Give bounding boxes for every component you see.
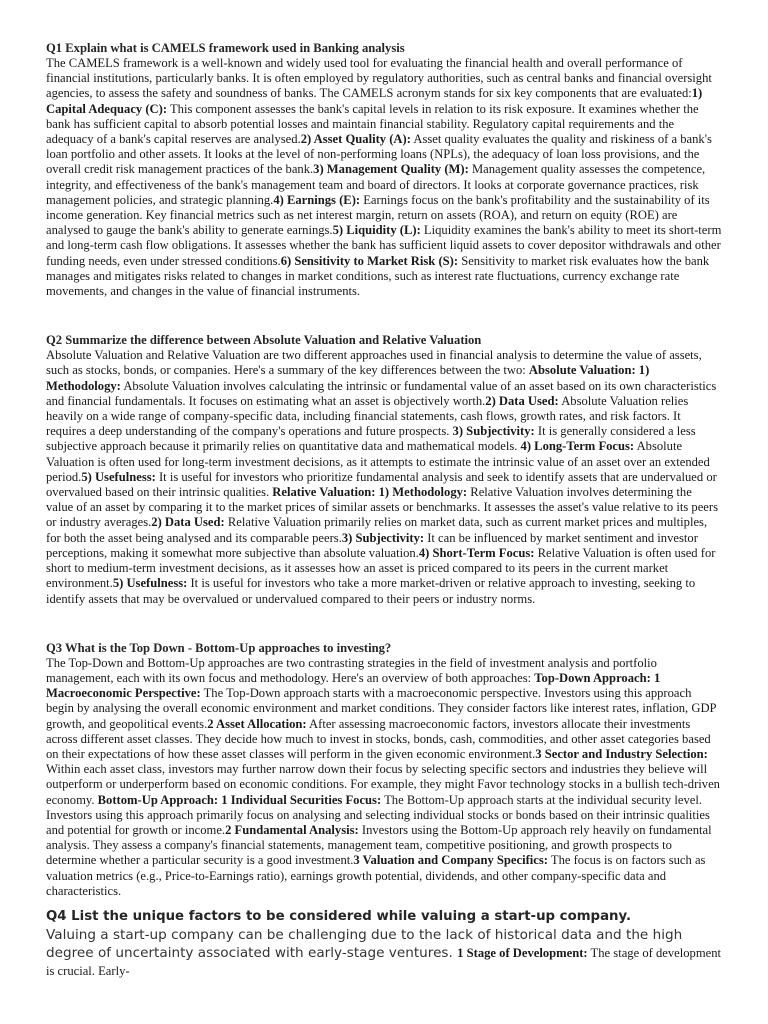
answer-text-run: After assessing macroeconomic factors, investors allocate their investments across different asset classes. They decide how much to invest in stocks, bonds, cash, commodities, and other asset categories based on their expectations of how these asset classes will perform in the given economic environment. bbox=[46, 716, 711, 761]
answer-heading-run: 3) Subjectivity: bbox=[452, 424, 535, 439]
answer-heading-run: 2 Asset Allocation: bbox=[207, 716, 307, 731]
answer-heading-run: Absolute Valuation: 1) Methodology: bbox=[46, 363, 650, 393]
answer-heading-run: 5) Liquidity (L): bbox=[332, 223, 421, 238]
answer-heading-run: 3 Valuation and Company Specifics: bbox=[353, 853, 548, 868]
answer-text-run: Sensitivity to market risk evaluates how the bank manages and mitigates risks related to changes in market conditions, such as interest rate fluctuations, currency exchange rate movements, and changes in the value of financial instruments. bbox=[46, 253, 710, 299]
answer-heading-run: 2) Data Used: bbox=[151, 515, 225, 530]
question-4-answer bbox=[46, 926, 722, 980]
question-1-title: Q1 Explain what is CAMELS framework used in Banking analysis bbox=[46, 41, 405, 55]
answer-heading-run: 2) Data Used: bbox=[485, 393, 559, 408]
answer-text-run: This component assesses the bank's capital levels in relation to its risk exposure. It examines whether the bank has sufficient capital to absorb potential losses and maintain financial stability. Regulatory capital requirements and the adequacy of a bank's capital reserves are analysed. bbox=[46, 101, 699, 147]
answer-text-run: Within each asset class, investors may further narrow down their focus by selecting specific sectors and industries they believe will outperform or underperform based on economic conditions. For example, they might Favor technology stocks in a bullish tech-driven economy. bbox=[46, 762, 720, 807]
answer-text-run: Relative Valuation is often used for short to medium-term investment decisions, as it assesses how an asset is priced compared to its peers in the current market environment. bbox=[46, 545, 716, 591]
question-3-section bbox=[46, 640, 722, 899]
question-4-section bbox=[46, 908, 722, 980]
answer-text-run: Absolute Valuation involves calculating the intrinsic or fundamental value of an asset based on its own characteristics and financial fundamentals. It focuses on estimating what an asset is objectively worth. bbox=[46, 378, 717, 408]
question-4-intro: Valuing a start-up company can be challenging due to the lack of historical data and the high degree of uncertainty associated with early-stage ventures. bbox=[46, 926, 683, 961]
answer-heading-run: 5) Usefulness: bbox=[81, 469, 156, 484]
answer-text-run: Liquidity examines the bank's ability to meet its short-term and long-term cash flow obligations. It assesses whether the bank has sufficient liquid assets to cover depositor withdrawals and other funding needs, even under stressed conditions. bbox=[46, 223, 722, 268]
answer-text-run: Asset quality evaluates the quality and riskiness of a bank's loan portfolio and other assets. It looks at the level of non-performing loans (NPLs), the adequacy of loan loss provisions, and the overall credit risk management practices of the bank. bbox=[46, 132, 712, 177]
question-1-answer bbox=[46, 56, 722, 299]
answer-heading-run: 4) Short-Term Focus: bbox=[418, 545, 535, 560]
question-1-section bbox=[46, 40, 722, 299]
answer-text-run: Absolute Valuation relies heavily on a wide range of company-specific data, including financial statements, cash flows, growth rates, and risk factors. It requires a deep understanding of the company's operations and future prospects. bbox=[46, 393, 689, 439]
answer-text-run: Absolute Valuation and Relative Valuation are two different approaches used in financial analysis to determine the value of assets, such as stocks, bonds, or companies. Here's a summary of the key differences between the two: bbox=[46, 348, 702, 378]
answer-text-run: Management quality assesses the competence, integrity, and effectiveness of the bank's management team and board of directors. It looks at corporate governance practices, risk management policies, and strategic planning. bbox=[46, 162, 706, 207]
answer-text-run: The Top-Down approach starts with a macroeconomic perspective. Investors using this approach begin by analysing the overall economic environment and market conditions. They consider factors like interest rates, inflation, GDP growth, and geopolitical events. bbox=[46, 686, 717, 731]
question-4-point-label: 1 Stage of Development: bbox=[457, 945, 588, 960]
answer-text-run: Absolute Valuation is often used for long-term investment decisions, as it attempts to estimate the intrinsic value of an asset over an extended period. bbox=[46, 439, 710, 484]
answer-text-run: The focus is on factors such as valuation metrics (e.g., Price-to-Earnings ratio), earnings growth potential, dividends, and other company-specific data and characteristics. bbox=[46, 853, 706, 898]
answer-text-run: It can be influenced by market sentiment and investor perceptions, making it somewhat more subjective than absolute valuation. bbox=[46, 530, 698, 560]
question-2-section bbox=[46, 332, 722, 606]
answer-text-run: Investors using the Bottom-Up approach rely heavily on fundamental analysis. They assess a company's financial statements, management team, competitive positioning, and growth prospects to determine whether a particular security is a good investment. bbox=[46, 822, 712, 868]
answer-text-run: It is useful for investors who take a more market-driven or relative approach to investing, seeking to identify assets that may be overvalued or undervalued compared to their peers or industry norms. bbox=[46, 576, 696, 606]
answer-text-run: The CAMELS framework is a well-known and widely used tool for evaluating the financial health and overall performance of financial institutions, particularly banks. It is often employed by regulatory authorities, such as central banks and financial oversight agencies, to assess the safety and soundness of banks. The CAMELS acronym stands for six key components that are evaluated: bbox=[46, 56, 712, 101]
answer-heading-run: 3) Subjectivity: bbox=[341, 530, 425, 545]
answer-text-run: The Bottom-Up approach starts at the individual security level. Investors using this approach primarily focus on analysing and selecting individual stocks or bonds based on their intrinsic qualities and potential for growth or income. bbox=[46, 792, 710, 837]
answer-heading-run: 2) Asset Quality (A): bbox=[300, 132, 411, 147]
answer-heading-run: 1) Capital Adequacy (C): bbox=[46, 86, 703, 116]
question-3-answer bbox=[46, 656, 722, 899]
question-3-title: Q3 What is the Top Down - Bottom-Up approaches to investing? bbox=[46, 640, 392, 655]
answer-heading-run: Top-Down Approach: 1 Macroeconomic Perspective: bbox=[46, 670, 661, 701]
question-2-title: Q2 Summarize the difference between Absolute Valuation and Relative Valuation bbox=[46, 333, 482, 348]
document-page bbox=[46, 40, 722, 980]
answer-heading-run: 3) Management Quality (M): bbox=[313, 162, 469, 177]
answer-heading-run: 4) Long-Term Focus: bbox=[520, 439, 635, 454]
answer-heading-run: 2 Fundamental Analysis: bbox=[225, 822, 359, 837]
answer-heading-run: 4) Earnings (E): bbox=[273, 192, 361, 207]
answer-heading-run: Relative Valuation: 1) Methodology: bbox=[272, 485, 468, 500]
answer-heading-run: 5) Usefulness: bbox=[112, 576, 188, 591]
answer-heading-run: Bottom-Up Approach: 1 Individual Securities Focus: bbox=[97, 792, 382, 807]
question-4-title: Q4 List the unique factors to be considered while valuing a start-up company. bbox=[46, 908, 632, 924]
answer-text-run: It is useful for investors who prioritize fundamental analysis and seek to identify assets that are undervalued or overvalued based on their intrinsic qualities. bbox=[46, 469, 717, 500]
answer-heading-run: 6) Sensitivity to Market Risk (S): bbox=[280, 253, 459, 268]
answer-text-run: The Top-Down and Bottom-Up approaches are two contrasting strategies in the field of investment analysis and portfolio management, each with its own focus and methodology. Here's an overview of both approaches: bbox=[46, 655, 657, 685]
answer-text-run: Relative Valuation primarily relies on market data, such as current market prices and multiples, for both the asset being analysed and its comparable peers. bbox=[46, 515, 708, 545]
answer-heading-run: 3 Sector and Industry Selection: bbox=[535, 746, 708, 761]
question-4-point-text: The stage of development is crucial. Early- bbox=[46, 945, 722, 978]
question-2-answer bbox=[46, 348, 722, 606]
answer-text-run: It is generally considered a less subjective approach because it primarily relies on quantitative data and mathematical models. bbox=[46, 424, 696, 454]
answer-text-run: Earnings focus on the bank's profitability and the sustainability of its income generation. Key financial metrics such as net interest margin, return on assets (ROA), and return on equity (ROE) are analysed to gauge the bank's ability to generate earnings. bbox=[46, 192, 710, 238]
answer-text-run: Relative Valuation involves determining the value of an asset by comparing it to the market prices of similar assets or benchmarks. It assesses the asset's value relative to its peers or industry averages. bbox=[46, 485, 718, 530]
